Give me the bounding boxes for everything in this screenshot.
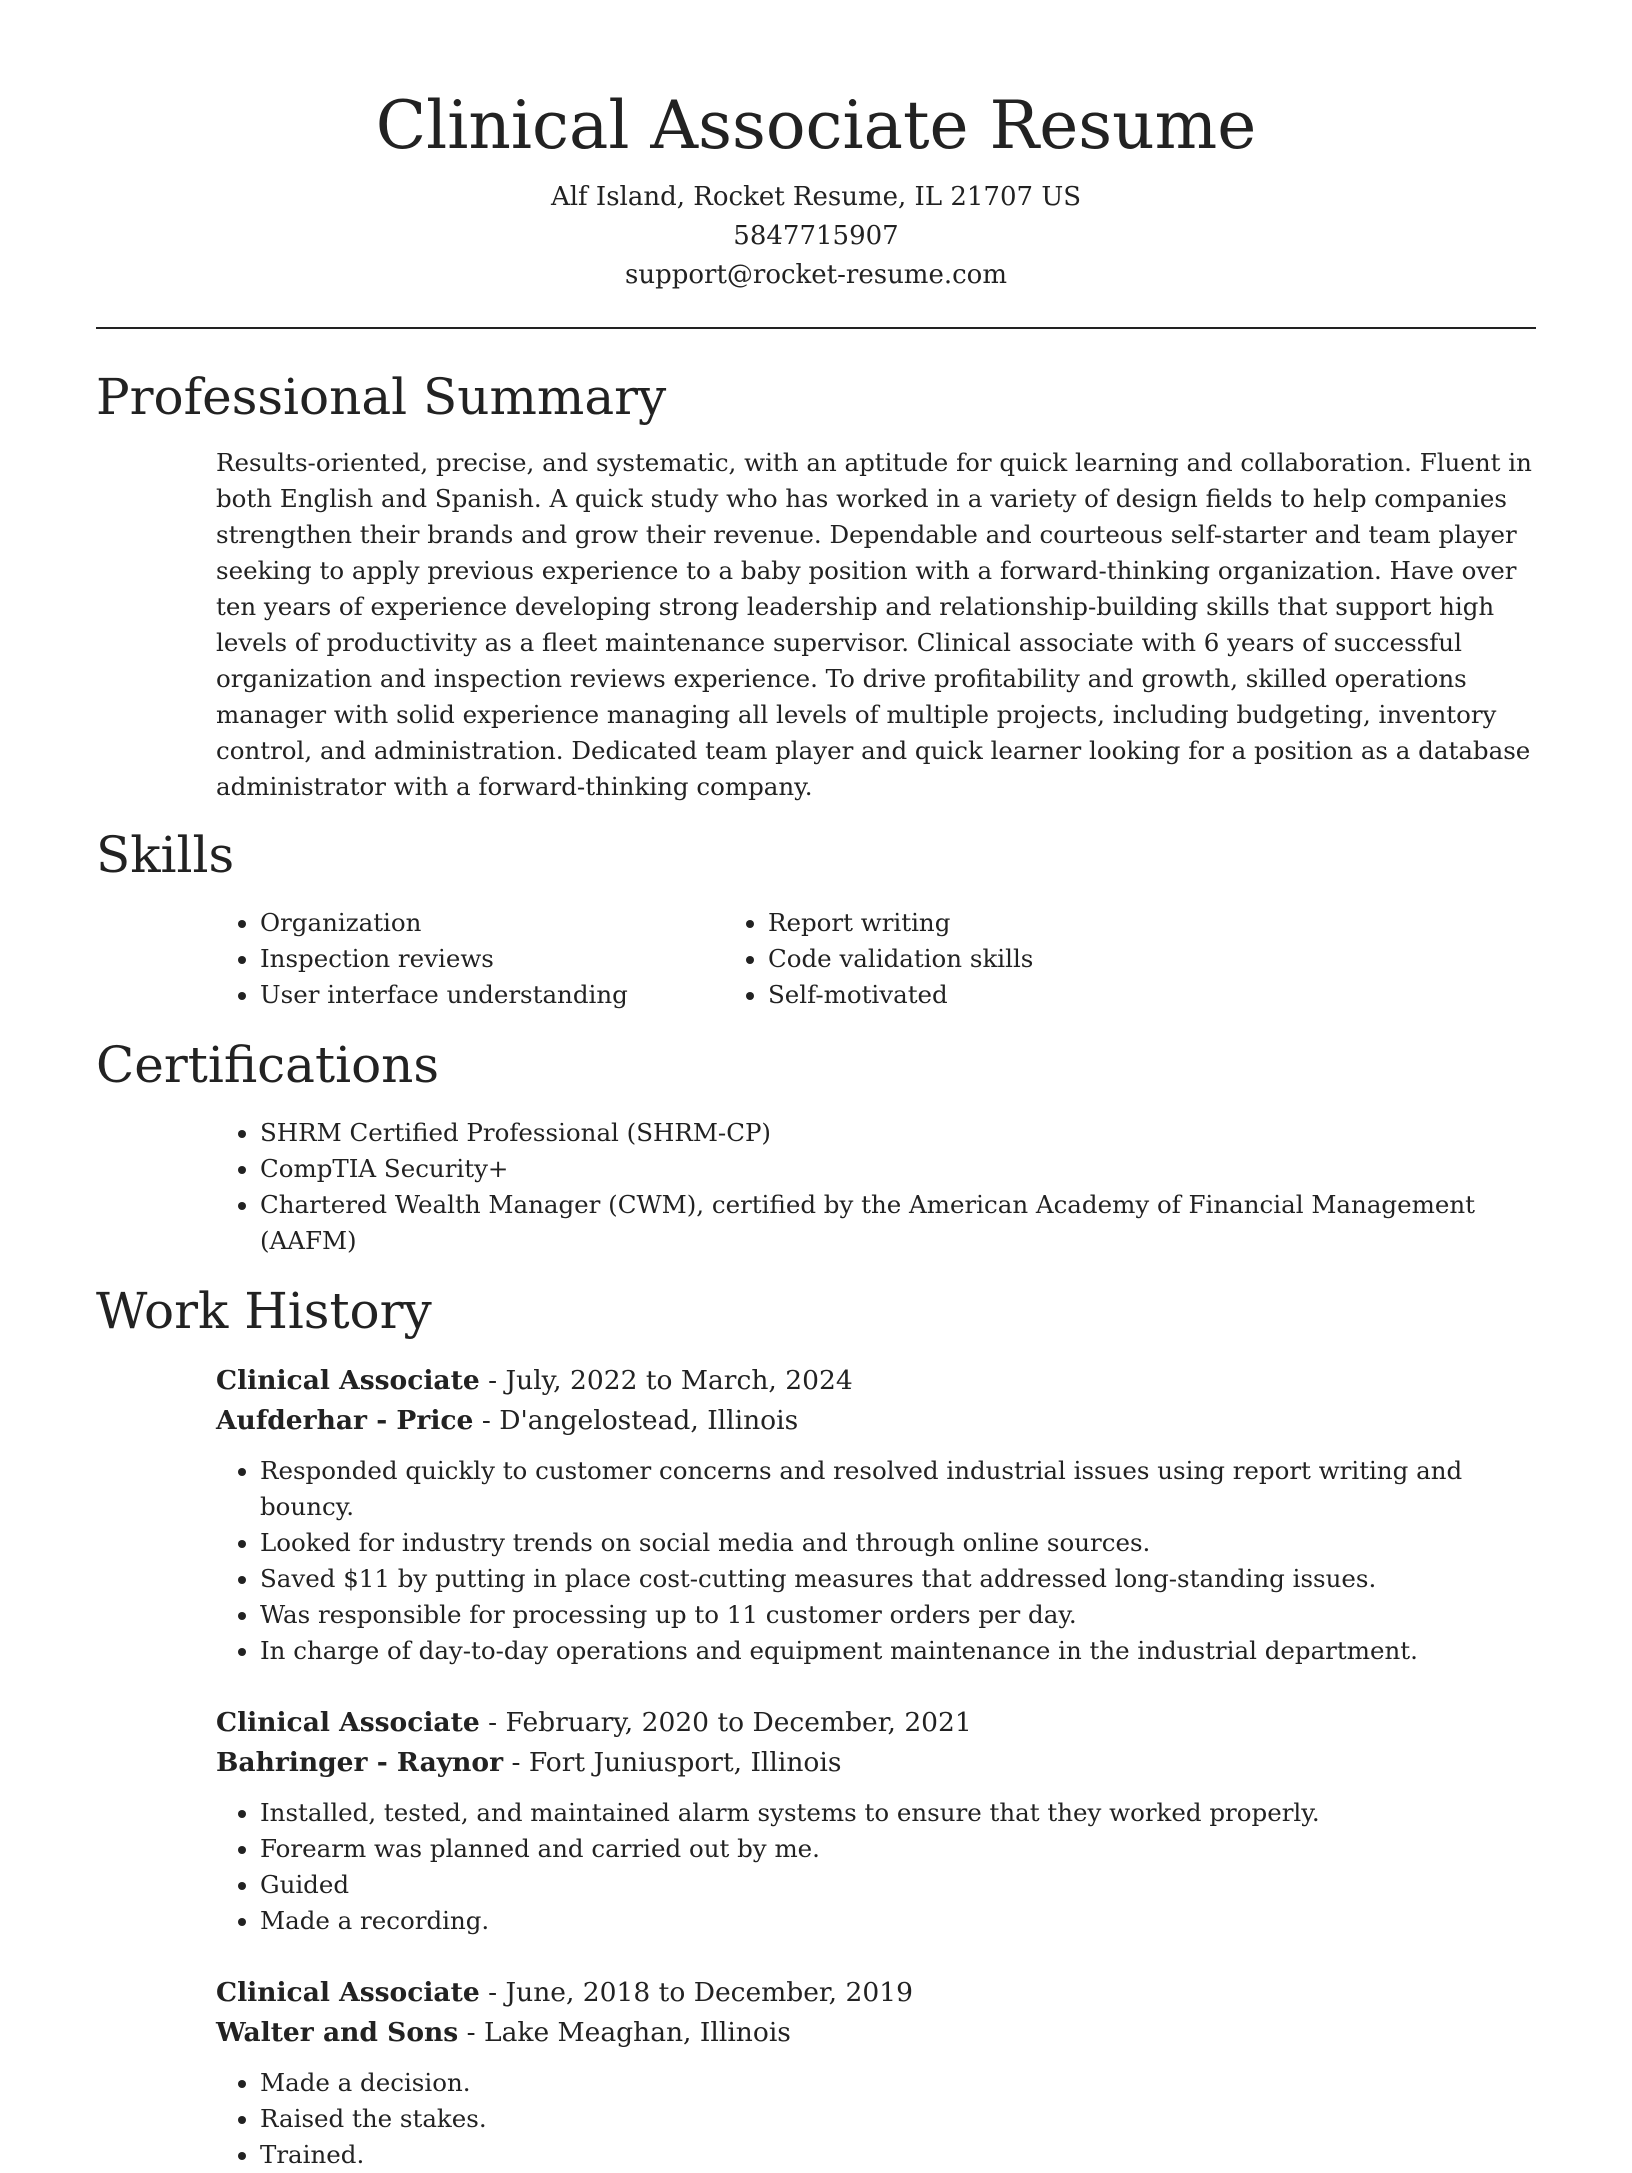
job-duty: • Guided (260, 1867, 1536, 1903)
job-duty: • Installed, tested, and maintained alarm systems to ensure that they worked properly. (260, 1795, 1536, 1831)
contact-phone: 5847715907 (733, 221, 899, 251)
skills-column-right (604, 905, 1418, 1013)
job-location: - Fort Juniusport, Illinois (503, 1747, 842, 1778)
certifications-list (96, 1115, 1536, 1259)
job-title: Clinical Associate (216, 1707, 480, 1738)
skill-item: • Organization (260, 905, 910, 941)
job-company-line (216, 1743, 1536, 1783)
header-divider (96, 327, 1536, 329)
certification-item: • CompTIA Security+ (260, 1151, 1536, 1187)
contact-email: support@rocket-resume.com (624, 260, 1007, 290)
job-title-line (216, 1973, 1536, 2013)
skill-item: • User interface understanding (260, 977, 910, 1013)
skill-item: • Self-motivated (768, 977, 1418, 1013)
work-history-heading: Work History (96, 1282, 432, 1340)
certification-item: • Chartered Wealth Manager (CWM), certified by the American Academy of Financial Management (AAFM) (260, 1187, 1536, 1259)
skill-item: • Report writing (768, 905, 1418, 941)
job-company: Walter and Sons (216, 2017, 459, 2048)
job-location: - Lake Meaghan, Illinois (458, 2017, 791, 2048)
job-duty: • Trained. (260, 2137, 1536, 2173)
skill-item: • Code validation skills (768, 941, 1418, 977)
job-duty: • In charge of day-to-day operations and equipment maintenance in the industrial department. (260, 1633, 1536, 1669)
resume-page (96, 0, 1536, 2173)
job-company: Bahringer - Raynor (216, 1747, 504, 1778)
job-dates: - February, 2020 to December, 2021 (479, 1707, 972, 1738)
job-title-line (216, 1703, 1536, 1743)
resume-title: Clinical Associate Resume (375, 87, 1257, 164)
skills-grid (96, 905, 1536, 1013)
job-duties (216, 1453, 1536, 1669)
summary-text: Results-oriented, precise, and systematic, with an aptitude for quick learning and collaboration. Fluent in both English and Spanish. A quick study who has worked in a variety of design fields to help companies strengthen their brands and grow their revenue. Dependable and courteous self-starter and team player seeking to apply previous experience to a baby position with a forward-thinking organization. Have over ten years of experience developing strong leadership and relationship-building skills that support high levels of productivity as a fleet maintenance supervisor. Clinical associate with 6 years of successful organization and inspection reviews experience. To drive profitability and growth, skilled operations manager with solid experience managing all levels of multiple projects, including budgeting, inventory control, and administration. Dedicated team player and quick learner looking for a position as a database administrator with a forward-thinking company. (216, 448, 1532, 801)
job-entry (216, 1973, 1536, 2173)
job-duty: • Looked for industry trends on social media and through online sources. (260, 1525, 1536, 1561)
job-duty: • Saved $11 by putting in place cost-cutting measures that addressed long-standing issues. (260, 1561, 1536, 1597)
job-duty: • Responded quickly to customer concerns and resolved industrial issues using report writing and bouncy. (260, 1453, 1536, 1525)
job-duty: • Made a decision. (260, 2065, 1536, 2101)
certification-item: • SHRM Certified Professional (SHRM-CP) (260, 1115, 1536, 1151)
skills-heading: Skills (96, 826, 235, 884)
job-duty: • Forearm was planned and carried out by me. (260, 1831, 1536, 1867)
skill-item: • Inspection reviews (260, 941, 910, 977)
job-entry (216, 1703, 1536, 1939)
job-duties (216, 1795, 1536, 1939)
job-title: Clinical Associate (216, 1365, 480, 1396)
job-location: - D'angelostead, Illinois (473, 1405, 799, 1436)
contact-address: Alf Island, Rocket Resume, IL 21707 US (550, 182, 1082, 212)
summary-heading: Professional Summary (96, 368, 667, 426)
job-company-line (216, 2013, 1536, 2053)
job-duty: • Made a recording. (260, 1903, 1536, 1939)
job-company: Aufderhar - Price (216, 1405, 474, 1436)
job-duty: • Was responsible for processing up to 11 customer orders per day. (260, 1597, 1536, 1633)
contact-block (96, 178, 1536, 295)
certifications-heading: Certifications (96, 1036, 440, 1094)
job-entry (216, 1361, 1536, 1669)
job-dates: - June, 2018 to December, 2019 (479, 1977, 913, 2008)
job-duties (216, 2065, 1536, 2173)
job-title: Clinical Associate (216, 1977, 480, 2008)
job-company-line (216, 1401, 1536, 1441)
job-title-line (216, 1361, 1536, 1401)
job-dates: - July, 2022 to March, 2024 (479, 1365, 853, 1396)
job-duty: • Raised the stakes. (260, 2101, 1536, 2137)
